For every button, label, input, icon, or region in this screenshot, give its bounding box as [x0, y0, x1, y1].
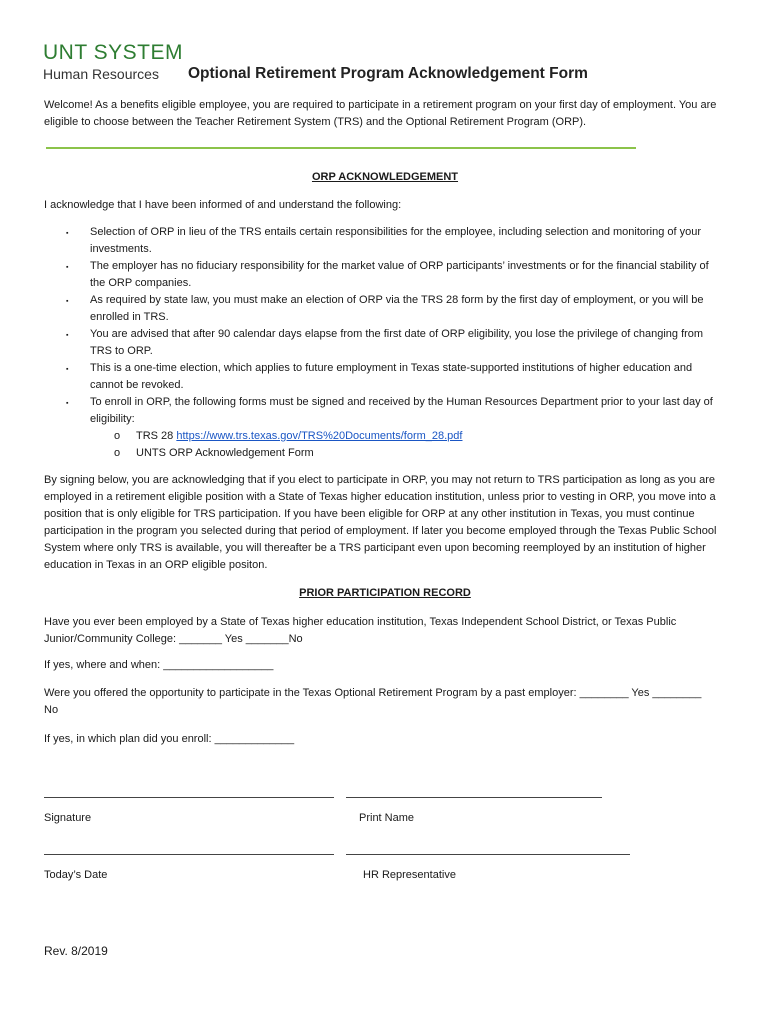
trs28-form-link[interactable]: https://www.trs.texas.gov/TRS%20Documents/form_28.pdf	[176, 430, 463, 442]
bullet-marker: ▪	[66, 400, 69, 407]
bullet-marker: ▪	[66, 264, 69, 271]
revision-label: Rev. 8/2019	[44, 944, 108, 958]
sub-marker: o	[114, 430, 121, 442]
list-item: ▪ The employer has no fiduciary responsibility for the market value of ORP participants’ investments or for the financial stability of the ORP companies.	[66, 258, 726, 292]
bullet-marker: ▪	[66, 332, 69, 339]
print-name-label: Print Name	[359, 812, 415, 824]
signing-paragraph: By signing below, you are acknowledging that if you elect to participate in ORP, you may not return to TRS participation as long as you are employed in a retirement eligible position with a State of Texas higher education institution, unless prior to vesting in ORP, you move into a position that is only eligible for TRS participation. If you have been eligible for ORP at any other institution in Texas, you must continue participation in the program you selected during that period of employment. If later you become employed through the Texas Public School System where only TRS is available, you will thereafter be a TRS participant even upon becoming reemployed by an institution of higher education in Texas in an ORP eligible positon.	[44, 474, 717, 571]
page-title: Optional Retirement Program Acknowledgement Form	[188, 65, 588, 82]
prior-question-2: If yes, where and when: __________________	[44, 659, 274, 671]
date-line[interactable]	[44, 854, 334, 855]
section-divider	[46, 147, 636, 149]
unts-form-label: UNTS ORP Acknowledgement Form	[136, 447, 314, 459]
logo-subtitle: Human Resources	[43, 66, 159, 82]
date-label: Today’s Date	[44, 869, 108, 881]
list-item: ▪ To enroll in ORP, the following forms must be signed and received by the Human Resources Department prior to your last day of eligibility:	[66, 394, 726, 428]
signature-label: Signature	[44, 812, 92, 824]
trs28-label: TRS 28	[136, 430, 177, 442]
prior-question-3: Were you offered the opportunity to participate in the Texas Optional Retirement Program by a past employer: ________ Yes ________ No	[44, 687, 702, 716]
sub-list-item	[114, 428, 726, 445]
bullet-marker: ▪	[66, 230, 69, 237]
list-item: ▪ This is a one-time election, which applies to future employment in Texas state-supported institutions of higher education and cannot be revoked.	[66, 360, 726, 394]
intro-paragraph: Welcome! As a benefits eligible employee, you are required to participate in a retirement program on your first day of employment. You are eligible to choose between the Teacher Retirement System (TRS) and the Optional Retirement Program (ORP).	[44, 99, 717, 128]
prior-question-1: Have you ever been employed by a State of Texas higher education institution, Texas Independent School District, or Texas Public Junior/Community College: _______ Yes _______No	[44, 616, 677, 645]
list-item: ▪ Selection of ORP in lieu of the TRS entails certain responsibilities for the employee, including selection and monitoring of your investments.	[66, 224, 726, 258]
hr-rep-line[interactable]	[346, 854, 630, 855]
orp-bullet-list	[66, 224, 726, 462]
bullet-marker: ▪	[66, 366, 69, 373]
prior-question-4: If yes, in which plan did you enroll: _____________	[44, 733, 295, 745]
list-item: ▪ As required by state law, you must make an election of ORP via the TRS 28 form by the first day of employment, or you will be enrolled in TRS.	[66, 292, 726, 326]
print-name-line[interactable]	[346, 797, 602, 798]
orp-lead: I acknowledge that I have been informed of and understand the following:	[44, 199, 402, 211]
sub-marker: o	[114, 447, 121, 459]
list-item: ▪ You are advised that after 90 calendar days elapse from the first date of ORP eligibility, you lose the privilege of changing from TRS to ORP.	[66, 326, 726, 360]
logo-wordmark: UNT SYSTEM	[43, 41, 183, 64]
orp-heading: ORP ACKNOWLEDGEMENT	[311, 171, 459, 183]
unt-system-logo	[43, 42, 183, 82]
signature-line[interactable]	[44, 797, 334, 798]
bullet-marker: ▪	[66, 298, 69, 305]
sub-list-item	[114, 445, 726, 462]
prior-heading: PRIOR PARTICIPATION RECORD	[299, 587, 471, 599]
hr-rep-label: HR Representative	[363, 869, 456, 881]
